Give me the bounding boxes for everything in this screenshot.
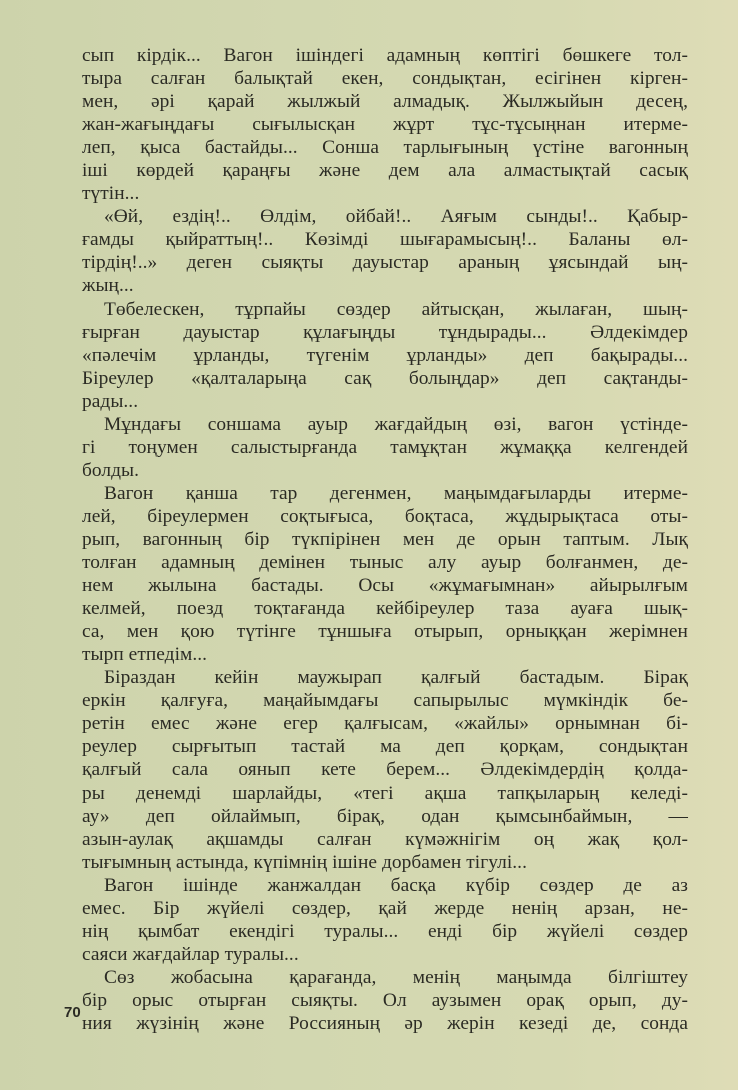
text-line: болды. (82, 459, 140, 481)
text-line: түтін... (82, 183, 140, 205)
text-line: нем жылына бастады. Осы «жұмағымнан» айырылғым (82, 575, 688, 597)
text-line: Вагон ішінде жанжалдан басқа күбір сөздер де аз (104, 874, 688, 896)
text-line: толған адамның демінен тыныс алу ауыр болғанмен, де- (82, 552, 688, 574)
text-line: ретін емес және егер қалғысам, «жайлы» орнымнан бі- (82, 713, 688, 735)
text-line: Сөз жобасына қарағанда, менің маңымда білгіштеу (104, 966, 688, 988)
text-line: жың... (82, 275, 134, 297)
text-line: қалғый сала оянып кете берем... Әлдекімдердің қолда- (82, 759, 688, 781)
text-line: саяси жағдайлар туралы... (82, 943, 299, 965)
text-line: Біреулер «қалталарыңа сақ болыңдар» деп сақтанды- (82, 367, 688, 389)
text-line: бір орыс отырған сыяқты. Ол аузымен орақ орып, ду- (82, 989, 688, 1011)
text-line: іші көрдей қараңғы және дем ала алмастықтай сасық (82, 160, 688, 182)
text-line: тыра салған балықтай екен, сондықтан, есігінен кірген- (82, 68, 688, 90)
text-line: еркін қалғуға, маңайымдағы сапырылыс мүмкіндік бе- (82, 690, 688, 712)
text-line: Вагон қанша тар дегенмен, маңымдағыларды итерме- (104, 482, 688, 504)
text-line: Біраздан кейін маужырап қалғый бастадым. Бірақ (104, 667, 688, 689)
text-line: «Өй, ездің!.. Өлдім, ойбай!.. Аяғым сынды!.. Қабыр- (104, 206, 688, 228)
text-line: ау» деп ойлаймып, бірақ, одан қымсынбаймын, — (82, 805, 688, 827)
text-line: сып кірдік... Вагон ішіндегі адамның көптігі бөшкеге тол- (82, 45, 688, 66)
page-body (82, 44, 688, 1035)
text-line: емес. Бір жүйелі сөздер, қай жерде ненің арзан, не- (82, 897, 688, 919)
text-line: ғамды қыйраттың!.. Көзімді шығарамысың!.. Баланы өл- (82, 229, 688, 251)
text-line: тығымның астында, күпімнің ішіне дорбамен тігулі... (82, 851, 527, 873)
text-line: рады... (82, 390, 139, 412)
text-line: нің қымбат екендігі туралы... енді бір жүйелі сөздер (82, 920, 688, 942)
text-line: леп, қыса бастайды... Сонша тарлығының үстіне вагонның (82, 137, 688, 159)
text-line: са, мен қою түтінге тұншыға отырып, орныққан жерімнен (82, 621, 688, 643)
text-line: жан-жағыңдағы сығылысқан жұрт тұс-тұсыңнан итерме- (82, 114, 688, 136)
text-line: келмей, поезд тоқтағанда кейбіреулер таза ауаға шық- (82, 598, 688, 620)
text-line: ры денемді шарлайды, «тегі ақша тапқыларың келеді- (82, 782, 688, 804)
text-line: гі тоңумен салыстырғанда тамұқтан жұмаққа келгендей (82, 436, 688, 458)
text-line: реулер сырғытып тастай ма деп қорқам, сондықтан (82, 736, 688, 758)
text-line: лей, біреулермен соқтығыса, боқтаса, жұдырықтаса оты- (82, 505, 688, 527)
page-number: 70 (64, 1004, 81, 1021)
text-line: Мұндағы соншама ауыр жағдайдың өзі, вагон үстінде- (104, 413, 688, 435)
text-line: тірдің!..» деген сыяқты дауыстар араның ұясындай ың- (82, 252, 688, 274)
text-line: Төбелескен, тұрпайы сөздер айтысқан, жылаған, шың- (104, 298, 688, 320)
text-line: ния жүзінің және Россияның әр жерін кезеді де, сонда (82, 1012, 688, 1034)
text-line: мен, әрі қарай жылжый алмадық. Жылжыйын десең, (82, 91, 688, 113)
text-line: рып, вагонның бір түкпірінен мен де орын таптым. Лық (82, 528, 688, 550)
text-line: азын-аулақ ақшамды салған күмәжнігім оң жақ қол- (82, 828, 688, 850)
text-line: ғырған дауыстар құлағыңды тұндырады... Әлдекімдер (82, 321, 688, 343)
text-line: «пәлечім ұрланды, түгенім ұрланды» деп бақырады... (82, 344, 688, 366)
text-line: тырп етпедім... (82, 644, 208, 666)
